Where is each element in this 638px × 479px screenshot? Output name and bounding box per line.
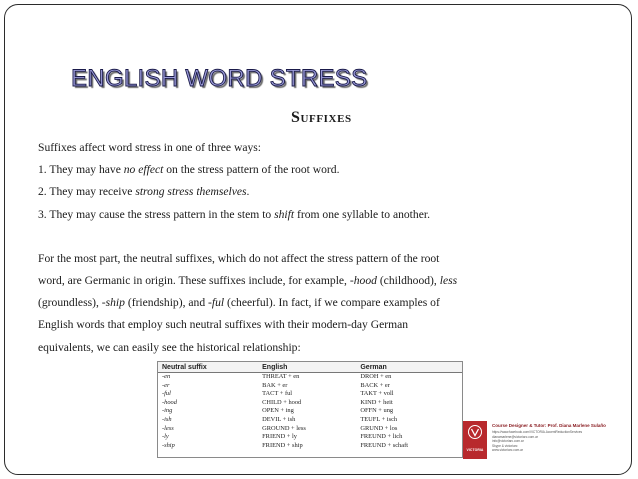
neutral-text-2: word, are Germanic in origin. These suffixes include, for example, -: [38, 273, 354, 287]
paragraph-gap: [38, 226, 508, 248]
neutral-line-1: [38, 248, 508, 270]
suffix-cell: -ish: [162, 415, 172, 423]
author-badge: [461, 413, 629, 475]
point-2-text: 2. They may receive: [38, 185, 136, 199]
suffix-hood: hood: [353, 273, 377, 287]
german-cell: OFFN + ung: [360, 407, 394, 415]
neutral-text-3: (groundless), -: [38, 296, 106, 310]
suffix-cell: -ly: [162, 433, 169, 441]
suffix-ful: ful: [211, 296, 225, 310]
credit-website[interactable]: www.victoriarc.com.ar: [492, 448, 523, 453]
slide-title: ENGLISH WORD STRESS: [71, 65, 368, 92]
table-row: [158, 442, 462, 451]
point-2-emphasis: strong stress themselves: [135, 185, 247, 199]
header-english: English: [258, 362, 356, 373]
credit-email-1[interactable]: dianamarlene@victoriarc.com.ar: [492, 434, 538, 439]
german-cell: FREUND + schaft: [360, 441, 408, 449]
neutral-text-2b: (childhood),: [376, 273, 440, 287]
point-3-emphasis: shift: [274, 207, 295, 221]
neutral-text-1: For the most part, the neutral suffixes, which do not affect the stress pattern of the root: [38, 251, 440, 265]
german-cell: TAKT + voll: [360, 390, 394, 398]
point-3-text: 3. They may cause the stress pattern in the stem to: [38, 207, 275, 221]
german-cell: FREUND + lich: [360, 433, 403, 441]
suffix-cell: -hood: [162, 398, 177, 406]
credit-title: Course Designer & Tutor: Prof. Diana Marlene Sulaño: [492, 423, 606, 428]
neutral-line-4: [38, 314, 508, 336]
table-row: [158, 382, 462, 391]
body-text: [38, 137, 508, 359]
neutral-line-2: [38, 270, 508, 292]
header-german: German: [356, 362, 462, 373]
slide: [4, 4, 632, 475]
point-2: [38, 181, 508, 203]
neutral-text-3c: (cheerful). In fact, if we compare examples of: [224, 296, 440, 310]
suffix-cell: -ship: [162, 441, 175, 449]
english-cell: OPEN + ing: [262, 407, 294, 415]
english-cell: TACT + ful: [262, 390, 293, 398]
neutral-text-5: equivalents, we can easily see the historical relationship:: [38, 340, 301, 354]
credit-block: [492, 423, 628, 453]
german-cell: DROH + en: [360, 373, 392, 380]
credit-facebook[interactable]: https://www.facebook.com/VICTORIA.AccentReductionServices: [492, 430, 583, 434]
suffix-ship: ship: [105, 296, 125, 310]
credit-email-2[interactable]: info@victoriarc.com.ar: [492, 439, 524, 444]
point-3: [38, 204, 508, 226]
suffix-cell: -ful: [162, 390, 171, 398]
point-1: [38, 159, 508, 181]
table-row: [158, 416, 462, 425]
suffix-table-image: [157, 361, 463, 458]
suffix-cell: -er: [162, 381, 170, 389]
suffix-less: less: [439, 273, 458, 287]
neutral-line-5: [38, 337, 508, 359]
english-cell: THREAT + en: [262, 373, 300, 380]
english-cell: FRIEND + ship: [262, 441, 303, 449]
suffix-table: [158, 362, 462, 450]
intro-text: Suffixes affect word stress in one of three ways:: [38, 141, 262, 154]
slide-subtitle: Suffixes: [291, 109, 352, 126]
neutral-text-4: English words that employ such neutral suffixes with their modern-day German: [38, 318, 409, 332]
english-cell: FRIEND + ly: [262, 433, 297, 441]
german-cell: GRUND + los: [360, 424, 398, 432]
english-cell: GROUND + less: [262, 424, 306, 432]
english-cell: CHILD + hood: [262, 398, 302, 406]
point-1-emphasis: no effect: [123, 163, 164, 177]
table-row: [158, 399, 462, 408]
victoria-logo: [463, 421, 487, 459]
german-cell: KIND + heit: [360, 398, 393, 406]
table-row: [158, 390, 462, 399]
logo-wordmark: VICTORIA: [466, 448, 484, 452]
point-2-text-end: .: [246, 185, 250, 199]
english-cell: BAK + er: [262, 381, 288, 389]
header-neutral-suffix: Neutral suffix: [158, 362, 258, 373]
suffix-cell: -en: [162, 373, 171, 380]
crest-icon: [467, 424, 483, 440]
table-row: [158, 373, 462, 382]
table-row: [158, 433, 462, 442]
german-cell: BACK + er: [360, 381, 390, 389]
neutral-text-3b: (friendship), and -: [124, 296, 212, 310]
intro-line: [38, 137, 508, 159]
credit-skype: Skype & victoriarc: [492, 443, 518, 448]
neutral-line-3: [38, 292, 508, 314]
table-header-row: [158, 362, 462, 373]
point-3-text-end: from one syllable to another.: [294, 207, 430, 221]
point-1-text-end: on the stress pattern of the root word.: [163, 163, 340, 177]
point-1-text: 1. They may have: [38, 163, 124, 177]
german-cell: TEUFL + isch: [360, 415, 398, 423]
english-cell: DEVIL + ish: [262, 415, 296, 423]
table-row: [158, 407, 462, 416]
suffix-cell: -ing: [162, 407, 173, 415]
suffix-cell: -less: [162, 424, 174, 432]
table-row: [158, 425, 462, 434]
